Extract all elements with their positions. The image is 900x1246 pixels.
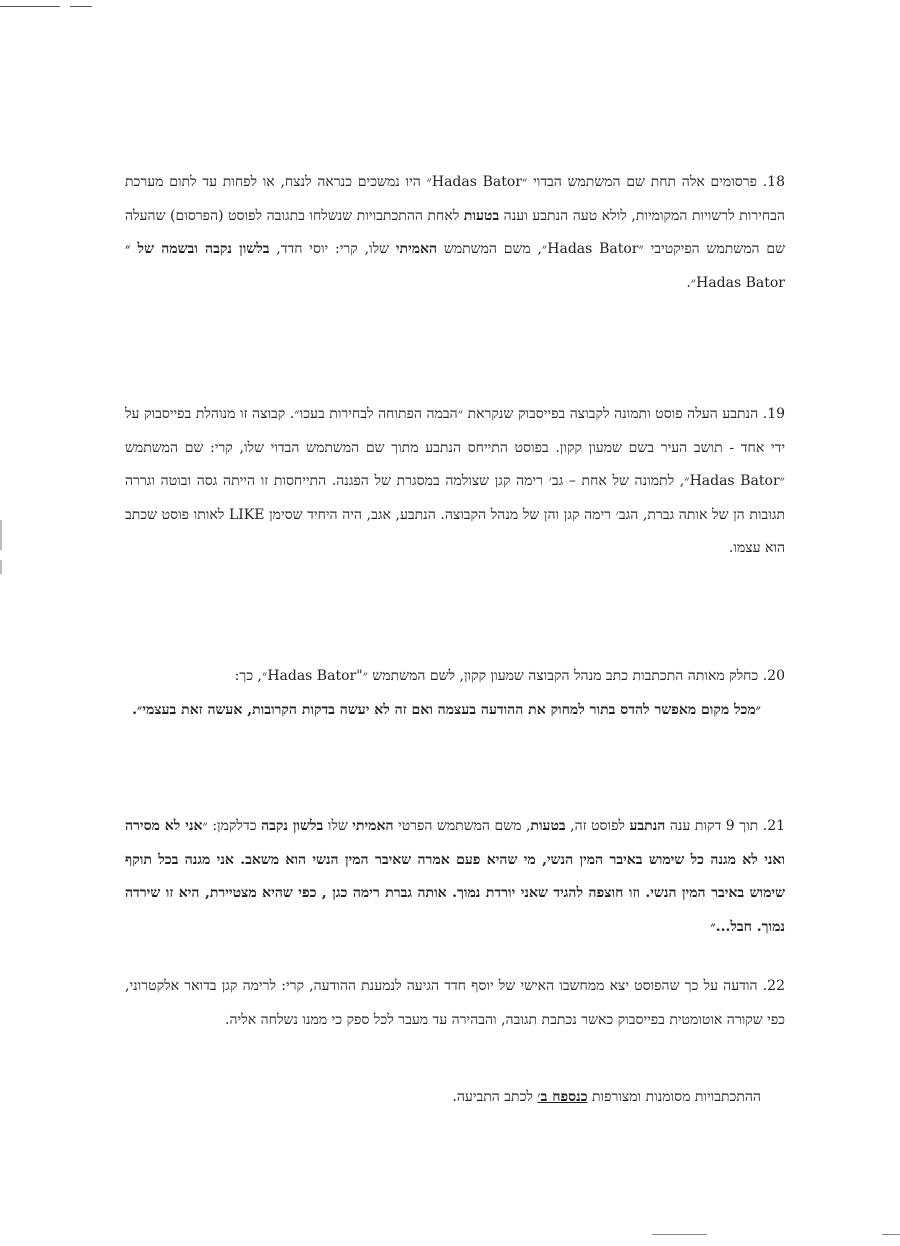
scan-artifact <box>0 6 60 7</box>
paragraph-20: 20. כחלק מאותה התכתבות כתב מנהל הקבוצה שמעון קקון, לשם המשתמש ״"Hadas Bator״, כך: ״מכל מקום מאפשר להדס בתור למחוק את ההודעה בעצמה ואם זה לא יעשה בדקות הקרובות, אעשה זאת בעצמי״. <box>132 668 785 718</box>
paragraph-number: 20. <box>762 668 785 684</box>
paragraph-21: 21. תוך 9 דקות ענה הנתבע לפוסט זה, בטעות, משם המשתמש הפרטי האמיתי שלו בלשון נקבה כדלקמן: ״אני לא מסירה ואני לא מגנה כל שימוש באיבר המין הנשי, מי שהיא פעם אמרה שאיבר המין הנשי הוא משאב. אני מגנה בכל תוקף שימוש באיבר המין הנשי. וזו חוצפה להגיד שאני יורדת נמוך. אותה גברת רימה כגן , כפי שהיא מצטיירת, היא זו שירדה נמוך. חבל...״ <box>125 818 786 935</box>
paragraph-19: 19. הנתבע העלה פוסט ותמונה לקבוצה בפייסבוק שנקראת ״הבמה הפתוחה לבחירות בעכו״. קבוצה זו מנוהלת בפייסבוק על ידי אחד - תושב העיר בשם שמעון קקון. בפוסט התייחס הנתבע מתוך שם המשתמש הבדוי שלו, קרי: שם המשתמש ״Hadas Bator״, לתמונה של אחת – גב׳ רימה קגן שצולמה במסגרת של הפגנה. התייחסות זו הייתה גסה ובוטה וגררה תגובות הן של אותה גברת, הגב׳ רימה קגן והן של מנהל הקבוצה. הנתבע, אגב, היה היחיד שסימן LIKE לאותו פוסט שכתב הוא עצמו. <box>125 406 786 556</box>
paragraph-18: 18. פרסומים אלה תחת שם המשתמש הבדוי ״Hadas Bator״ היו נמשכים כנראה לנצח, או לפחות עד לתום מערכת הבחירות לרשויות המקומיות, לולא טעה הנתבע וענה בטעות לאחת ההתכתבויות שנשלחו בתגובה לפוסט (הפרסום) שהעלה שם המשתמש הפיקטיבי ״Hadas Bator״, משם המשתמש האמיתי שלו, קרי: יוסי חדד, בלשון נקבה ובשמה של ״ Hadas Bator״. <box>125 174 786 291</box>
scan-artifact <box>882 1234 900 1235</box>
paragraph-22: 22. הודעה על כך שהפוסט יצא ממחשבו האישי של יוסף חדד הגיעה לנמענת ההודעה, קרי: לרימה קגן בדואר אלקטרוני, כפי שקורה אוטומטית בפייסבוק כאשר נכתבת תגובה, והבהירה עד מעבר לכל ספק כי ממנו נשלחה אליה. <box>125 978 785 1028</box>
scan-edge <box>0 520 2 550</box>
scan-artifact <box>652 1234 707 1235</box>
paragraph-number: 21. <box>762 818 786 834</box>
paragraph-number: 18. <box>762 174 785 190</box>
paragraph-number: 22. <box>762 978 785 994</box>
scan-artifact <box>70 6 92 7</box>
appendix-reference: כנספח ב׳ <box>537 1089 588 1105</box>
quote: אני לא מסירה ואני לא מגנה כל שימוש באיבר המין הנשי, מי שהיא פעם אמרה שאיבר המין הנשי הוא משאב. אני מגנה בכל תוקף שימוש באיבר המין הנשי. וזו חוצפה להגיד שאני יורדת נמוך. אותה גברת רימה כגן , כפי שהיא מצטיירת, היא זו שירדה נמוך. חבל...״ <box>125 818 785 935</box>
paragraph-number: 19. <box>762 406 786 422</box>
scan-edge <box>0 560 2 574</box>
quote: ״מכל מקום מאפשר להדס בתור למחוק את ההודעה בעצמה ואם זה לא יעשה בדקות הקרובות, אעשה זאת בעצמי״. <box>132 701 761 718</box>
attachment-note: ההתכתבויות מסומנות ומצורפות כנספח ב׳ לכתב התביעה. <box>452 1089 761 1105</box>
